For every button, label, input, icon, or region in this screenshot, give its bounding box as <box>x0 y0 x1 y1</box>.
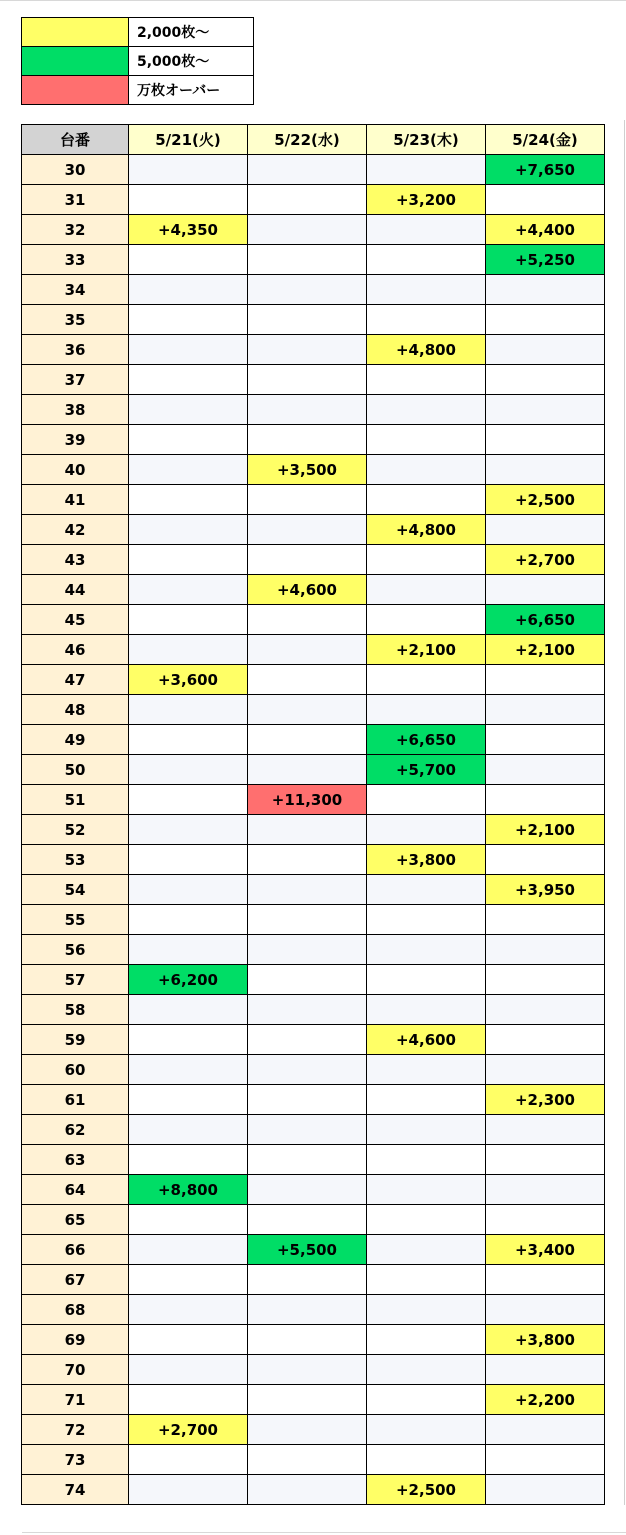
result-cell <box>486 1355 605 1385</box>
result-cell <box>129 335 248 365</box>
result-cell <box>248 1445 367 1475</box>
machine-number-cell: 64 <box>22 1175 129 1205</box>
result-cell <box>129 1295 248 1325</box>
table-row <box>22 305 605 335</box>
result-cell <box>486 1175 605 1205</box>
result-cell: +3,800 <box>486 1325 605 1355</box>
table-row <box>22 1295 605 1325</box>
machine-number-cell: 73 <box>22 1445 129 1475</box>
table-row <box>22 485 605 515</box>
table-row <box>22 605 605 635</box>
legend-label: 2,000枚～ <box>129 18 254 47</box>
result-cell <box>248 1205 367 1235</box>
result-cell <box>367 365 486 395</box>
result-cell <box>129 635 248 665</box>
table-row <box>22 1085 605 1115</box>
result-cell <box>129 1115 248 1145</box>
result-cell <box>129 725 248 755</box>
result-cell <box>248 665 367 695</box>
result-cell: +6,200 <box>129 965 248 995</box>
result-cell <box>129 1355 248 1385</box>
result-cell <box>367 1235 486 1265</box>
result-cell <box>486 1025 605 1055</box>
result-cell <box>129 1085 248 1115</box>
result-cell <box>486 1265 605 1295</box>
machine-number-cell: 60 <box>22 1055 129 1085</box>
table-row <box>22 755 605 785</box>
table-row <box>22 725 605 755</box>
result-cell: +2,500 <box>367 1475 486 1505</box>
result-cell: +4,350 <box>129 215 248 245</box>
result-cell: +2,100 <box>486 635 605 665</box>
result-cell <box>486 1445 605 1475</box>
table-row <box>22 1115 605 1145</box>
legend-label: 万枚オーバー <box>129 76 254 105</box>
right-border-line <box>624 120 625 1505</box>
table-row <box>22 635 605 665</box>
result-cell <box>367 995 486 1025</box>
machine-number-cell: 56 <box>22 935 129 965</box>
result-cell <box>129 1475 248 1505</box>
result-cell <box>367 485 486 515</box>
result-cell <box>248 1265 367 1295</box>
machine-number-cell: 72 <box>22 1415 129 1445</box>
result-cell <box>486 1295 605 1325</box>
result-cell <box>129 155 248 185</box>
legend-swatch-yellow <box>22 18 129 47</box>
table-row <box>22 785 605 815</box>
table-row <box>22 575 605 605</box>
result-cell: +3,800 <box>367 845 486 875</box>
result-cell <box>129 755 248 785</box>
machine-number-cell: 65 <box>22 1205 129 1235</box>
machine-number-cell: 63 <box>22 1145 129 1175</box>
result-cell <box>129 605 248 635</box>
result-cell <box>248 605 367 635</box>
table-row <box>22 365 605 395</box>
result-cell <box>367 1265 486 1295</box>
table-row <box>22 515 605 545</box>
result-cell: +2,200 <box>486 1385 605 1415</box>
result-cell <box>486 905 605 935</box>
result-cell <box>486 425 605 455</box>
result-cell <box>129 1265 248 1295</box>
machine-number-cell: 43 <box>22 545 129 575</box>
result-cell <box>367 1205 486 1235</box>
result-cell <box>486 395 605 425</box>
result-cell <box>486 1415 605 1445</box>
result-cell <box>486 1145 605 1175</box>
result-cell <box>129 575 248 605</box>
machine-number-cell: 68 <box>22 1295 129 1325</box>
machine-number-cell: 51 <box>22 785 129 815</box>
machine-number-cell: 50 <box>22 755 129 785</box>
result-cell <box>129 1205 248 1235</box>
result-cell <box>248 815 367 845</box>
result-cell <box>367 215 486 245</box>
machine-number-cell: 35 <box>22 305 129 335</box>
result-cell <box>248 545 367 575</box>
result-cell: +4,400 <box>486 215 605 245</box>
result-cell <box>129 935 248 965</box>
result-cell <box>248 1085 367 1115</box>
result-cell <box>248 335 367 365</box>
color-legend <box>21 17 254 105</box>
machine-number-cell: 44 <box>22 575 129 605</box>
legend-label: 5,000枚～ <box>129 47 254 76</box>
result-cell <box>248 1025 367 1055</box>
table-row <box>22 695 605 725</box>
machine-number-cell: 53 <box>22 845 129 875</box>
machine-number-cell: 54 <box>22 875 129 905</box>
result-cell <box>367 785 486 815</box>
bottom-border-line <box>22 1532 626 1533</box>
header-date: 5/24(金) <box>486 125 605 155</box>
machine-number-cell: 71 <box>22 1385 129 1415</box>
machine-number-cell: 38 <box>22 395 129 425</box>
result-cell: +3,500 <box>248 455 367 485</box>
result-cell <box>367 305 486 335</box>
result-cell <box>248 485 367 515</box>
result-cell: +3,400 <box>486 1235 605 1265</box>
result-cell <box>129 1385 248 1415</box>
result-cell <box>248 185 367 215</box>
result-cell: +2,100 <box>367 635 486 665</box>
machine-number-cell: 66 <box>22 1235 129 1265</box>
result-cell: +6,650 <box>486 605 605 635</box>
table-row <box>22 185 605 215</box>
result-cell <box>367 1175 486 1205</box>
table-row <box>22 905 605 935</box>
result-cell: +5,500 <box>248 1235 367 1265</box>
result-cell <box>486 785 605 815</box>
legend-row-10000 <box>22 76 254 105</box>
machine-number-cell: 61 <box>22 1085 129 1115</box>
result-cell <box>248 395 367 425</box>
header-machine-number: 台番 <box>22 125 129 155</box>
result-cell <box>248 1145 367 1175</box>
result-cell: +3,600 <box>129 665 248 695</box>
result-cell <box>367 545 486 575</box>
machine-number-cell: 39 <box>22 425 129 455</box>
machine-number-cell: 74 <box>22 1475 129 1505</box>
table-body <box>22 155 605 1505</box>
result-cell <box>486 725 605 755</box>
result-cell <box>367 395 486 425</box>
machine-number-cell: 52 <box>22 815 129 845</box>
result-cell <box>367 575 486 605</box>
result-cell: +6,650 <box>367 725 486 755</box>
result-cell: +4,600 <box>367 1025 486 1055</box>
table-row <box>22 1325 605 1355</box>
result-cell <box>129 425 248 455</box>
machine-number-cell: 32 <box>22 215 129 245</box>
result-cell <box>248 1295 367 1325</box>
machine-number-cell: 67 <box>22 1265 129 1295</box>
machine-number-cell: 70 <box>22 1355 129 1385</box>
result-cell <box>486 845 605 875</box>
header-date: 5/23(木) <box>367 125 486 155</box>
result-cell <box>367 695 486 725</box>
result-cell <box>486 1475 605 1505</box>
result-cell: +11,300 <box>248 785 367 815</box>
result-cell <box>486 455 605 485</box>
table-row <box>22 1025 605 1055</box>
result-cell <box>248 1055 367 1085</box>
result-cell: +5,250 <box>486 245 605 275</box>
result-cell <box>486 965 605 995</box>
table-row <box>22 1235 605 1265</box>
result-cell <box>367 875 486 905</box>
table-row <box>22 1175 605 1205</box>
result-cell <box>248 305 367 335</box>
result-cell <box>129 875 248 905</box>
result-cell <box>486 575 605 605</box>
table-row <box>22 1355 605 1385</box>
result-cell <box>129 245 248 275</box>
table-row <box>22 275 605 305</box>
result-cell <box>367 935 486 965</box>
result-cell <box>486 995 605 1025</box>
machine-number-cell: 46 <box>22 635 129 665</box>
result-cell <box>248 275 367 305</box>
table-row <box>22 335 605 365</box>
result-cell <box>486 755 605 785</box>
result-cell <box>129 905 248 935</box>
result-cell <box>129 395 248 425</box>
result-cell <box>486 665 605 695</box>
result-cell: +2,700 <box>129 1415 248 1445</box>
machine-number-cell: 40 <box>22 455 129 485</box>
result-cell <box>486 515 605 545</box>
result-cell: +4,600 <box>248 575 367 605</box>
table-row <box>22 1265 605 1295</box>
result-cell <box>367 1385 486 1415</box>
result-cell <box>248 875 367 905</box>
table-row <box>22 665 605 695</box>
result-cell <box>486 275 605 305</box>
result-cell <box>486 305 605 335</box>
result-cell <box>367 1085 486 1115</box>
result-cell <box>367 155 486 185</box>
result-cell <box>486 1115 605 1145</box>
machine-number-cell: 55 <box>22 905 129 935</box>
result-cell: +4,800 <box>367 335 486 365</box>
table-row <box>22 995 605 1025</box>
result-cell: +2,700 <box>486 545 605 575</box>
table-row <box>22 845 605 875</box>
result-cell <box>129 515 248 545</box>
result-cell <box>129 275 248 305</box>
result-cell <box>129 1055 248 1085</box>
result-cell <box>248 365 367 395</box>
legend-swatch-green <box>22 47 129 76</box>
table-row <box>22 1145 605 1175</box>
machine-number-cell: 33 <box>22 245 129 275</box>
legend-row-5000 <box>22 47 254 76</box>
table-row <box>22 215 605 245</box>
result-cell <box>129 785 248 815</box>
result-cell <box>367 665 486 695</box>
result-cell <box>367 905 486 935</box>
result-cell <box>129 1025 248 1055</box>
result-cell <box>248 1355 367 1385</box>
machine-number-cell: 58 <box>22 995 129 1025</box>
result-cell <box>248 1325 367 1355</box>
result-cell <box>248 845 367 875</box>
results-table <box>21 124 605 1505</box>
result-cell <box>367 245 486 275</box>
table-row <box>22 815 605 845</box>
result-cell <box>367 1445 486 1475</box>
result-cell <box>248 1415 367 1445</box>
result-cell <box>248 725 367 755</box>
result-cell <box>248 1175 367 1205</box>
machine-number-cell: 62 <box>22 1115 129 1145</box>
result-cell <box>486 935 605 965</box>
machine-number-cell: 42 <box>22 515 129 545</box>
table-row <box>22 965 605 995</box>
result-cell <box>248 1475 367 1505</box>
result-cell <box>367 275 486 305</box>
machine-number-cell: 57 <box>22 965 129 995</box>
machine-number-cell: 59 <box>22 1025 129 1055</box>
result-cell <box>486 1205 605 1235</box>
machine-number-cell: 37 <box>22 365 129 395</box>
result-cell: +2,300 <box>486 1085 605 1115</box>
machine-number-cell: 49 <box>22 725 129 755</box>
result-cell <box>248 905 367 935</box>
header-row <box>22 125 605 155</box>
result-cell <box>129 485 248 515</box>
table-row <box>22 1445 605 1475</box>
result-cell <box>129 1445 248 1475</box>
table-row <box>22 1055 605 1085</box>
result-cell <box>367 1115 486 1145</box>
machine-number-cell: 30 <box>22 155 129 185</box>
result-cell <box>248 155 367 185</box>
result-cell <box>248 965 367 995</box>
header-date: 5/22(水) <box>248 125 367 155</box>
result-cell <box>129 995 248 1025</box>
table-row <box>22 425 605 455</box>
result-cell <box>129 305 248 335</box>
result-cell <box>248 425 367 455</box>
table-row <box>22 1385 605 1415</box>
result-cell <box>367 1355 486 1385</box>
result-cell <box>367 1295 486 1325</box>
table-row <box>22 935 605 965</box>
result-cell <box>129 845 248 875</box>
header-date: 5/21(火) <box>129 125 248 155</box>
result-cell <box>129 455 248 485</box>
machine-number-cell: 45 <box>22 605 129 635</box>
result-cell <box>129 185 248 215</box>
result-cell <box>129 1235 248 1265</box>
machine-number-cell: 69 <box>22 1325 129 1355</box>
result-cell <box>367 1055 486 1085</box>
result-cell <box>129 1325 248 1355</box>
result-cell <box>367 455 486 485</box>
result-cell: +8,800 <box>129 1175 248 1205</box>
result-cell <box>248 515 367 545</box>
result-cell <box>248 215 367 245</box>
result-cell: +4,800 <box>367 515 486 545</box>
result-cell <box>367 1415 486 1445</box>
result-cell <box>129 1145 248 1175</box>
result-cell <box>248 995 367 1025</box>
result-cell <box>367 815 486 845</box>
machine-number-cell: 47 <box>22 665 129 695</box>
result-cell <box>367 1145 486 1175</box>
result-cell <box>486 365 605 395</box>
result-cell <box>248 935 367 965</box>
result-cell <box>486 185 605 215</box>
result-cell <box>248 755 367 785</box>
result-cell: +7,650 <box>486 155 605 185</box>
legend-row-2000 <box>22 18 254 47</box>
result-cell: +3,950 <box>486 875 605 905</box>
top-border-line <box>0 0 626 1</box>
table-row <box>22 1205 605 1235</box>
table-row <box>22 1475 605 1505</box>
machine-number-cell: 36 <box>22 335 129 365</box>
table-row <box>22 395 605 425</box>
machine-number-cell: 41 <box>22 485 129 515</box>
result-cell <box>486 1055 605 1085</box>
result-cell <box>367 425 486 455</box>
legend-swatch-red <box>22 76 129 105</box>
result-cell <box>248 1385 367 1415</box>
table-row <box>22 875 605 905</box>
table-row <box>22 545 605 575</box>
result-cell <box>486 335 605 365</box>
result-cell <box>248 635 367 665</box>
table-row <box>22 245 605 275</box>
result-cell: +3,200 <box>367 185 486 215</box>
result-cell: +5,700 <box>367 755 486 785</box>
result-cell: +2,500 <box>486 485 605 515</box>
result-cell <box>129 695 248 725</box>
result-cell <box>248 695 367 725</box>
result-cell <box>129 365 248 395</box>
machine-number-cell: 48 <box>22 695 129 725</box>
table-row <box>22 455 605 485</box>
table-row <box>22 1415 605 1445</box>
result-cell <box>248 1115 367 1145</box>
result-cell <box>248 245 367 275</box>
result-cell <box>486 695 605 725</box>
table-row <box>22 155 605 185</box>
result-cell <box>367 965 486 995</box>
machine-number-cell: 34 <box>22 275 129 305</box>
machine-number-cell: 31 <box>22 185 129 215</box>
result-cell: +2,100 <box>486 815 605 845</box>
result-cell <box>129 815 248 845</box>
result-cell <box>367 605 486 635</box>
result-cell <box>367 1325 486 1355</box>
result-cell <box>129 545 248 575</box>
